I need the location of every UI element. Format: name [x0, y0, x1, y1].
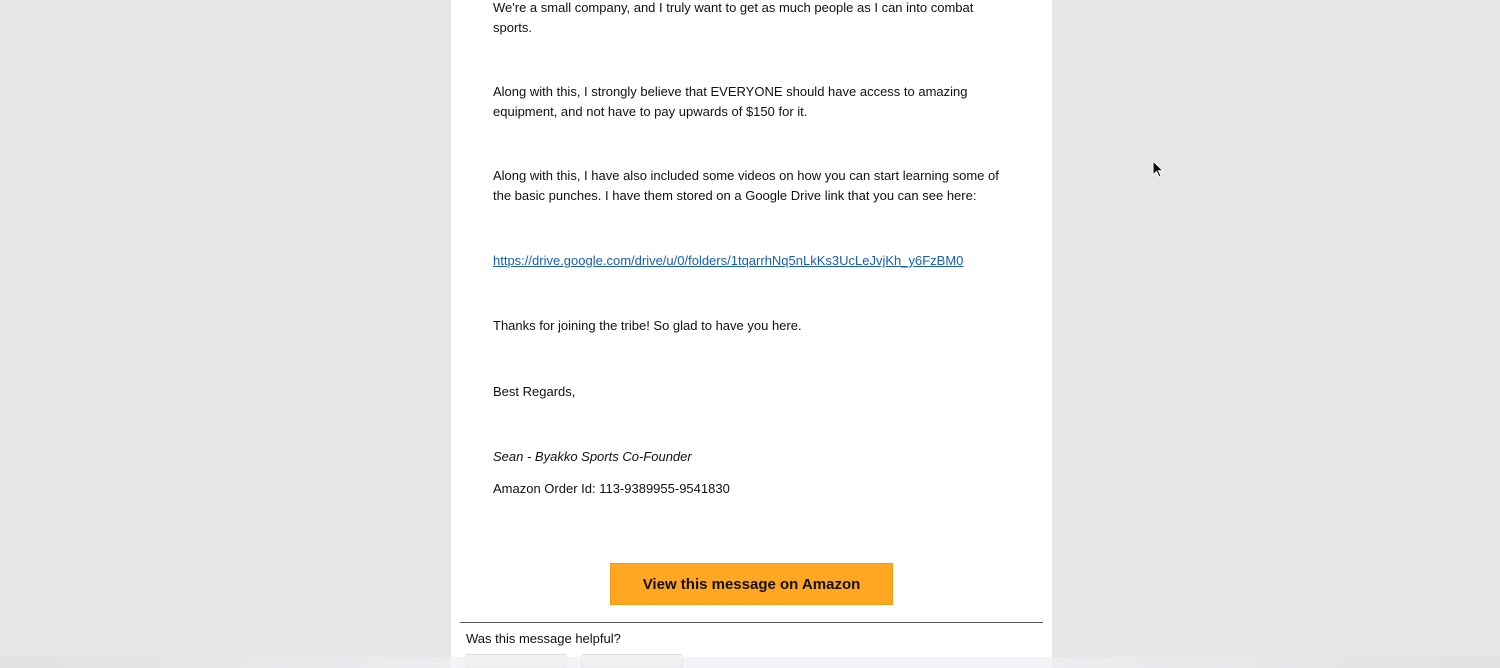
- link-paragraph: [493, 251, 1013, 271]
- paragraph-equipment-access: Along with this, I strongly believe that EVERYONE should have access to amazing equipment, and not have to pay upwards of $150 for it.: [493, 84, 968, 119]
- view-on-amazon-button[interactable]: View this message on Amazon: [610, 563, 893, 605]
- helpful-question: Was this message helpful?: [466, 631, 621, 646]
- order-id: Amazon Order Id: 113-9389955-9541830: [493, 481, 730, 496]
- paragraph-small-company: We're a small company, and I truly want to get as much people as I can into combat sports.: [493, 0, 974, 35]
- paragraph-videos: Along with this, I have also included some videos on how you can start learning some of the basic punches. I have them stored on a Google Drive link that you can see here:: [493, 168, 999, 203]
- google-drive-link[interactable]: https://drive.google.com/drive/u/0/folders/1tqarrhNq5nLkKs3UcLeJvjKh_y6FzBM0: [493, 253, 964, 268]
- signature: Sean - Byakko Sports Co-Founder: [493, 449, 692, 464]
- paragraph-thanks: Thanks for joining the tribe! So glad to have you here.: [493, 318, 802, 333]
- divider: [460, 622, 1043, 623]
- bottom-edge: [0, 657, 1500, 668]
- mouse-cursor-icon: [1152, 160, 1164, 178]
- paragraph-regards: Best Regards,: [493, 384, 576, 399]
- email-body: [451, 0, 1052, 668]
